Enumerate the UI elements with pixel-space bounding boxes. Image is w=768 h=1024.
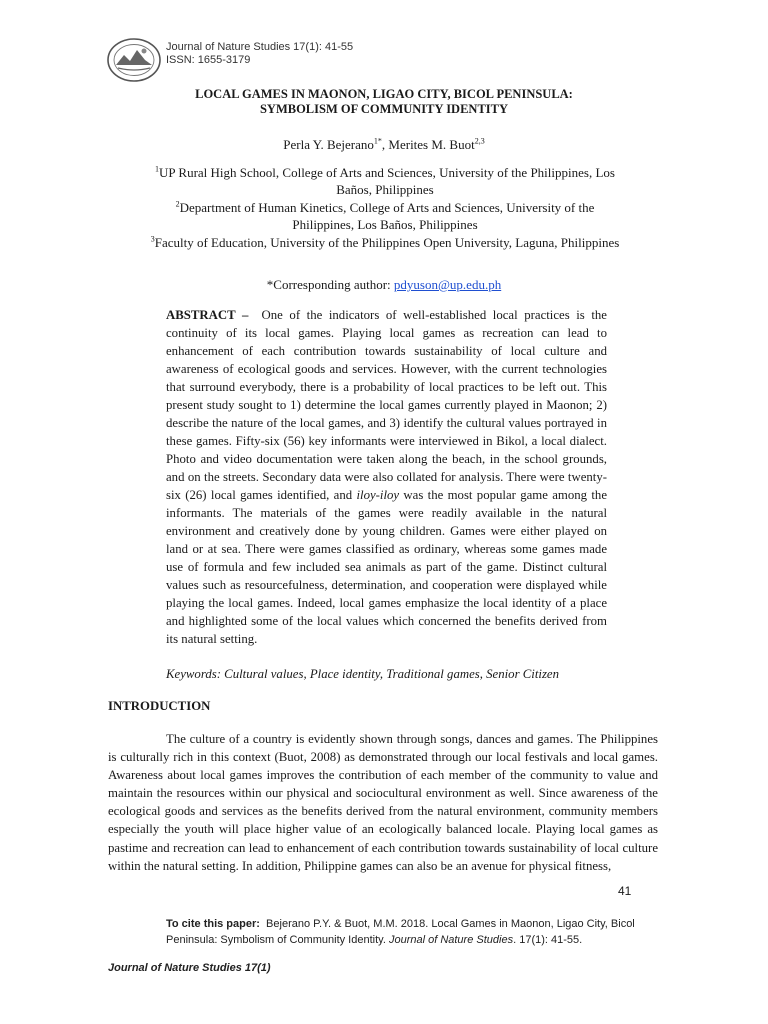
paper-title (110, 87, 658, 117)
corresponding-author (110, 277, 658, 293)
citation-journal: Journal of Nature Studies (388, 934, 514, 946)
affiliation-3-number: 3 (150, 234, 155, 244)
keywords: Keywords: Cultural values, Place identity, Traditional games, Senior Citizen (166, 667, 560, 681)
citation-label: To cite this paper: (166, 918, 260, 930)
corresponding-label: *Corresponding author: (266, 277, 394, 292)
journal-seal-icon (106, 37, 162, 83)
affiliation-3-text: Faculty of Education, University of the Philippines Open University, Laguna, Philippines (154, 235, 620, 250)
citation-text: Bejerano P.Y. & Buot, M.M. 2018. Local Games in Maonon, Ligao City, Bicol Peninsula: Symbolism of Community Identity. (166, 918, 635, 946)
abstract-italic-term: iloy-iloy (356, 488, 400, 502)
author-list (110, 137, 658, 153)
journal-header (166, 41, 353, 67)
affiliation-1-text: UP Rural High School, College of Arts and Sciences, University of the Philippines, Los Baños, Philippines (159, 165, 615, 197)
abstract-text-part-2: was the most popular game among the informants. The materials of the games were readily available in the natural environment and creatively done by young children. Games were either played on land or at sea. There were games classified as ordinary, whereas some games made use of formula and few included sea animals as part of the game. Distinct cultural values such as resourcefulness, determination, and cooperation were displayed while playing the local games. Indeed, local games emphasize the local identity of a place and highlighted some of the local values which concerned the benefits derived from its natural setting. (166, 488, 608, 646)
introduction-body: The culture of a country is evidently shown through songs, dances and games. The Philippines is culturally rich in this context (Buot, 2008) as demonstrated through our local festivals and local games. Awareness about local games improves the contribution of each member of the community to value and maintain the resources within our physical and sociocultural environment as well. Since awareness of the ecological goods and services as the benefits derived from the natural environment, community members especially the youth will place higher value of an ecologically balanced locale. Playing local games as pastime and recreation can lead to enhancement of each contribution towards sustainability of local culture within the natural setting. In addition, Philippine games can also be an avenue for physical fitness, (108, 732, 658, 873)
citation-tail: . 17(1): 41-55. (513, 934, 583, 946)
page-number: 41 (618, 884, 632, 898)
affiliation-2 (150, 199, 620, 233)
introduction-heading: INTRODUCTION (108, 699, 211, 713)
author-1-marker: 1* (373, 136, 382, 146)
citation-note (166, 916, 636, 948)
corresponding-email-link[interactable]: pdyuson@up.edu.ph (393, 277, 502, 292)
author-1: Perla Y. Bejerano (283, 137, 374, 152)
abstract-text-part-1: One of the indicators of well-established local practices is the continuity of its local games. Playing local games as recreation can lead to enhancement of each contribution towards sustainability of local culture and awareness of ecological goods and services. However, with the current technologies that surround everybody, there is a probability of local practices to be left out. This present study sought to 1) determine the local games currently played in Maonon; 2) describe the nature of the local games, and 3) identify the cultural values portrayed in these games. Fifty-six (56) key informants were interviewed in Bikol, a local dialect. Photo and video documentation were taken along the beach, in the school grounds, and on the streets. Secondary data were also collated for analysis. There were twenty-six (26) local games identified, and (166, 308, 607, 502)
abstract (166, 306, 607, 648)
author-2-marker: 2,3 (474, 136, 485, 146)
footer-journal-name: Journal of Nature Studies 17(1) (108, 962, 271, 974)
issn-line: ISSN: 1655-3179 (166, 54, 251, 66)
author-2: Merites M. Buot (388, 137, 475, 152)
title-line-1: LOCAL GAMES IN MAONON, LIGAO CITY, BICOL PENINSULA: (195, 87, 573, 101)
affiliation-2-text: Department of Human Kinetics, College of Arts and Sciences, University of the Philippines, Los Baños, Philippines (179, 200, 595, 232)
abstract-label: ABSTRACT – (166, 308, 249, 322)
affiliation-1-number: 1 (155, 164, 160, 174)
title-line-2: SYMBOLISM OF COMMUNITY IDENTITY (259, 102, 509, 116)
affiliation-2-number: 2 (175, 199, 180, 209)
journal-citation-line: Journal of Nature Studies 17(1): 41-55 (166, 41, 354, 53)
author-separator: , (381, 137, 389, 152)
affiliation-3 (150, 234, 620, 251)
affiliation-1 (150, 164, 620, 198)
